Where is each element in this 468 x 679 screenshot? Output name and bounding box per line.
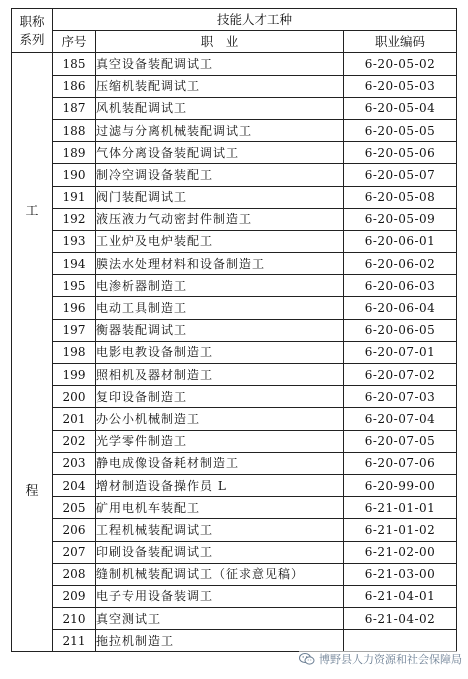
job-code-cell: 6-20-06-04	[344, 297, 457, 319]
seq-cell: 199	[53, 364, 96, 386]
job-code-cell: 6-20-05-07	[344, 164, 457, 186]
job-code-cell: 6-21-03-00	[344, 563, 457, 585]
job-code-cell: 6-20-05-02	[344, 53, 457, 75]
table-row	[12, 408, 457, 430]
seq-cell: 204	[53, 474, 96, 496]
job-name-cell: 复印设备制造工	[96, 386, 344, 408]
job-code-cell: 6-20-07-01	[344, 341, 457, 363]
job-code-cell: 6-20-07-02	[344, 364, 457, 386]
seq-cell: 198	[53, 341, 96, 363]
seq-cell: 210	[53, 608, 96, 630]
seq-cell: 197	[53, 319, 96, 341]
job-name-cell: 矿用电机车装配工	[96, 497, 344, 519]
watermark	[299, 651, 462, 667]
job-code-cell: 6-21-02-00	[344, 541, 457, 563]
table-row	[12, 519, 457, 541]
job-code-cell: 6-20-07-06	[344, 452, 457, 474]
category-cell	[12, 53, 53, 652]
job-code-cell: 6-20-05-06	[344, 142, 457, 164]
job-name-cell: 衡器装配调试工	[96, 319, 344, 341]
job-name-cell: 印刷设备装配调试工	[96, 541, 344, 563]
job-code-cell: 6-20-06-01	[344, 230, 457, 252]
table-row	[12, 75, 457, 97]
job-code-cell: 6-20-99-00	[344, 474, 457, 496]
header-row-2	[12, 31, 457, 53]
job-name-cell: 液压液力气动密封件制造工	[96, 208, 344, 230]
table-row	[12, 474, 457, 496]
job-code-cell: 6-21-01-01	[344, 497, 457, 519]
table-row	[12, 119, 457, 141]
table-row	[12, 319, 457, 341]
seq-cell: 194	[53, 253, 96, 275]
job-code-cell	[344, 630, 457, 652]
seq-cell: 195	[53, 275, 96, 297]
header-row-1	[12, 9, 457, 31]
table-row	[12, 452, 457, 474]
job-name-cell: 缝制机械装配调试工（征求意见稿）	[96, 563, 344, 585]
category-char: 工	[25, 204, 39, 220]
job-name-cell: 真空测试工	[96, 608, 344, 630]
job-code-cell: 6-21-04-01	[344, 585, 457, 607]
seq-cell: 193	[53, 230, 96, 252]
seq-cell: 202	[53, 430, 96, 452]
seq-cell: 186	[53, 75, 96, 97]
job-name-cell: 电影电教设备制造工	[96, 341, 344, 363]
seq-cell: 191	[53, 186, 96, 208]
occupation-table	[11, 8, 457, 652]
job-column-header: 职 业	[96, 31, 344, 53]
category-header	[12, 9, 53, 53]
category-header-line: 系列	[19, 31, 45, 47]
seq-cell: 206	[53, 519, 96, 541]
watermark-text: 博野县人力资源和社会保障局	[319, 653, 462, 666]
seq-cell: 203	[53, 452, 96, 474]
table-row	[12, 97, 457, 119]
job-code-cell: 6-20-05-08	[344, 186, 457, 208]
job-code-cell: 6-21-01-02	[344, 519, 457, 541]
wechat-icon	[299, 653, 315, 665]
category-header-line: 职称	[19, 13, 45, 29]
job-code-cell: 6-20-07-03	[344, 386, 457, 408]
table-row	[12, 364, 457, 386]
job-name-cell: 气体分离设备装配调试工	[96, 142, 344, 164]
job-name-cell: 拖拉机制造工	[96, 630, 344, 652]
job-code-cell: 6-20-06-02	[344, 253, 457, 275]
job-name-cell: 静电成像设备耗材制造工	[96, 452, 344, 474]
job-name-cell: 电动工具制造工	[96, 297, 344, 319]
table-row	[12, 142, 457, 164]
job-name-cell: 办公小机械制造工	[96, 408, 344, 430]
table-row	[12, 497, 457, 519]
job-name-cell: 制冷空调设备装配工	[96, 164, 344, 186]
table-row	[12, 208, 457, 230]
job-code-cell: 6-21-04-02	[344, 608, 457, 630]
table-body	[12, 53, 457, 652]
seq-cell: 208	[53, 563, 96, 585]
seq-column-header: 序号	[53, 31, 96, 53]
job-code-cell: 6-20-07-05	[344, 430, 457, 452]
seq-cell: 200	[53, 386, 96, 408]
job-name-cell: 光学零件制造工	[96, 430, 344, 452]
job-code-cell: 6-20-06-03	[344, 275, 457, 297]
seq-cell: 201	[53, 408, 96, 430]
seq-cell: 196	[53, 297, 96, 319]
table-row	[12, 230, 457, 252]
table-row	[12, 430, 457, 452]
table-row	[12, 53, 457, 75]
job-name-cell: 压缩机装配调试工	[96, 75, 344, 97]
table-row	[12, 630, 457, 652]
job-code-cell: 6-20-05-09	[344, 208, 457, 230]
seq-cell: 209	[53, 585, 96, 607]
job-code-cell: 6-20-05-03	[344, 75, 457, 97]
table-row	[12, 275, 457, 297]
seq-cell: 211	[53, 630, 96, 652]
job-name-cell: 风机装配调试工	[96, 97, 344, 119]
job-name-cell: 照相机及器材制造工	[96, 364, 344, 386]
table-row	[12, 186, 457, 208]
job-name-cell: 膜法水处理材料和设备制造工	[96, 253, 344, 275]
job-name-cell: 工程机械装配调试工	[96, 519, 344, 541]
job-name-cell: 电渗析器制造工	[96, 275, 344, 297]
table-row	[12, 164, 457, 186]
table-row	[12, 541, 457, 563]
group-title: 技能人才工种	[53, 9, 457, 31]
table-row	[12, 563, 457, 585]
seq-cell: 187	[53, 97, 96, 119]
job-code-cell: 6-20-06-05	[344, 319, 457, 341]
job-name-cell: 电子专用设备装调工	[96, 585, 344, 607]
job-name-cell: 真空设备装配调试工	[96, 53, 344, 75]
code-column-header: 职业编码	[344, 31, 457, 53]
job-name-cell: 过滤与分离机械装配调试工	[96, 119, 344, 141]
seq-cell: 185	[53, 53, 96, 75]
job-name-cell: 增材制造设备操作员 L	[96, 474, 344, 496]
table-row	[12, 297, 457, 319]
job-code-cell: 6-20-05-04	[344, 97, 457, 119]
seq-cell: 192	[53, 208, 96, 230]
table-row	[12, 341, 457, 363]
job-name-cell: 工业炉及电炉装配工	[96, 230, 344, 252]
table-row	[12, 608, 457, 630]
category-char: 程	[25, 484, 39, 500]
job-name-cell: 阀门装配调试工	[96, 186, 344, 208]
seq-cell: 207	[53, 541, 96, 563]
seq-cell: 205	[53, 497, 96, 519]
table-row	[12, 386, 457, 408]
job-code-cell: 6-20-07-04	[344, 408, 457, 430]
seq-cell: 190	[53, 164, 96, 186]
table-row	[12, 253, 457, 275]
seq-cell: 189	[53, 142, 96, 164]
job-code-cell: 6-20-05-05	[344, 119, 457, 141]
seq-cell: 188	[53, 119, 96, 141]
table-row	[12, 585, 457, 607]
